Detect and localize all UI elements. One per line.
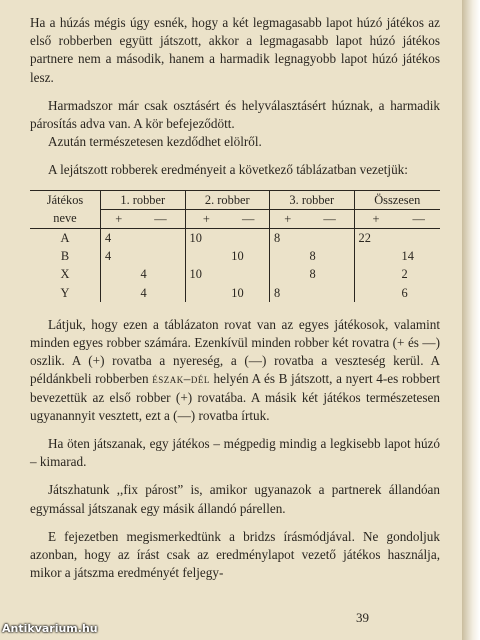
plus-header: +: [270, 209, 306, 228]
table-row: [30, 284, 440, 302]
table-row: [30, 229, 440, 248]
minus-header: —: [306, 209, 355, 228]
player-name: A: [60, 231, 70, 246]
page-number: 39: [356, 610, 369, 625]
table-cell: [101, 265, 137, 283]
paragraph-5-smallcaps: észak–dél: [152, 371, 210, 387]
group-header-3: 3. robber: [270, 190, 355, 209]
table-cell: [270, 265, 306, 283]
table-cell: 8: [270, 284, 306, 302]
table-cell: 10: [185, 265, 227, 283]
table-cell: 10: [231, 249, 244, 264]
paragraph-2: Harmadszor már csak osztásért és helyválasztásért húznak, a harmadik párosítás adva van. A kör befejeződött.: [30, 97, 440, 132]
minus-header: —: [136, 209, 185, 228]
page-text: [30, 14, 440, 582]
page-edge: [462, 0, 480, 640]
paragraph-1: Ha a húzás mégis úgy esnék, hogy a két legmagasabb lapot húzó játékos az első robberben együtt játszott, akkor a legmagasabb lapot húzó játékos partnere nem a második, hanem a harmadik legnagyobb lapot húzó játékos lesz.: [30, 15, 440, 85]
player-name: X: [60, 267, 70, 282]
player-header: Játékos neve: [30, 190, 101, 228]
paragraph-5-tail: helyén A és B játszott, a nyert 4-es robbert bevezettük az első robber (+) rovatába. A másik két játékos természetesen ugyanannyit vesztett, ezt a (—) rovatba írtuk.: [30, 371, 440, 423]
table-cell: [227, 229, 269, 248]
table-cell: 14: [401, 249, 414, 264]
group-header-4: Összesen: [354, 190, 440, 209]
table-cell: [136, 247, 185, 265]
minus-header: —: [398, 209, 441, 228]
table-cell: 10: [231, 285, 244, 300]
table-cell: [306, 229, 355, 248]
watermark: Antikvarium.hu: [2, 622, 98, 635]
player-name: B: [60, 249, 70, 264]
table-cell: [354, 265, 397, 283]
results-table: [30, 190, 440, 302]
paragraph-3: Azután természetesen kezdődhet elölről.: [48, 134, 262, 150]
table-cell: 4: [101, 247, 137, 265]
table-cell: [185, 247, 227, 265]
player-name: Y: [60, 285, 70, 300]
table-cell: 4: [140, 267, 147, 282]
plus-header: +: [101, 209, 137, 228]
minus-header: —: [227, 209, 269, 228]
table-cell: 6: [401, 285, 408, 300]
table-row: [30, 247, 440, 265]
table-cell: [136, 229, 185, 248]
group-header-2: 2. robber: [185, 190, 270, 209]
table-cell: 8: [309, 249, 316, 264]
plus-header: +: [354, 209, 397, 228]
table-cell: [227, 265, 269, 283]
table-cell: [354, 284, 397, 302]
table-cell: 8: [309, 267, 316, 282]
table-cell: 4: [101, 229, 137, 248]
paragraph-6: Ha öten játszanak, egy játékos – mégpedig mindig a legkisebb lapot húzó – kimarad.: [30, 436, 440, 470]
table-cell: 2: [401, 267, 408, 282]
paragraph-7: Játszhatunk ,,fix párost” is, amikor ugyanazok a partnerek állandóan egymással játszanak egy másik állandó párellen.: [30, 482, 440, 516]
table-cell: [354, 247, 397, 265]
table-cell: 22: [354, 229, 397, 248]
table-cell: [185, 284, 227, 302]
paragraph-4: A lejátszott robberek eredményeit a következő táblázatban vezetjük:: [48, 162, 408, 178]
paragraph-5-text: Látjuk, hogy ezen a táblázaton rovat van az egyes játékosok, valamint minden egyes robber számára. Ezenkívül minden robber két rovatra (+ és —) oszlik. A (+) rovatba a nyereség, a (—) rovatba a veszteség kerül. A példánkbeli robberben: [30, 316, 440, 387]
table-row: [30, 265, 440, 283]
table-cell: [270, 247, 306, 265]
table-cell: [306, 284, 355, 302]
table-cell: 8: [270, 229, 306, 248]
paragraph-5: [30, 316, 440, 425]
table-cell: [398, 229, 441, 248]
table-cell: 4: [140, 285, 147, 300]
plus-header: +: [185, 209, 227, 228]
paragraph-8: E fejezetben megismerkedtünk a bridzs írásmódjával. Ne gondoljuk azonban, hogy az írást csak az eredménylapot vezető játékos használja, mikor a játszma eredményét feljegy-: [30, 528, 440, 581]
group-header-1: 1. robber: [101, 190, 186, 209]
table-cell: 10: [185, 229, 227, 248]
table-cell: [101, 284, 137, 302]
